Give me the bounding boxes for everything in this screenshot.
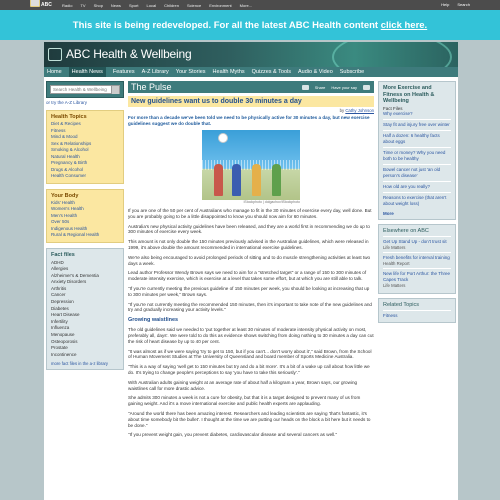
nav-link[interactable]: More... <box>239 2 253 8</box>
article-lead: For more than a decade we've been told we need to be physically active for 30 minutes a day, but new exercise guidelines suggest we do double that. <box>128 115 370 126</box>
article-paragraph: The old guidelines said we needed to 'put together at least 30 minutes of moderate intensity physical activity on most, preferably all, days'. We were told to do this as evidence shows switching from doing nothing to 30 minutes a day can cut the risk of heart disease by up to 40 per cent. <box>128 327 374 344</box>
share-icon[interactable] <box>302 85 309 90</box>
kid-figure <box>214 164 223 196</box>
search-box <box>46 81 124 98</box>
elsewhere-source: Health Report <box>383 260 410 266</box>
fact-file-link[interactable]: Depression <box>51 299 74 305</box>
abc-brand: ABC <box>41 2 52 8</box>
article-tools <box>302 85 374 90</box>
article-paragraph: She admits 300 minutes a week is not a cure for obesity, but that it is a target designed to prevent many of us from gaining weight. And it's a move international exercise and public health experts are applauding. <box>128 395 361 407</box>
main-nav <box>44 67 458 77</box>
nav-link[interactable]: Science <box>186 2 202 8</box>
fact-file-link[interactable]: ADHD <box>51 259 64 265</box>
fact-file-link[interactable]: Allergies <box>51 266 69 272</box>
author-link[interactable]: Cathy Johnson <box>345 108 374 113</box>
elsewhere-link[interactable]: New life for Port Arthur: the Three Capes Track <box>383 268 451 283</box>
share-link[interactable]: Share <box>314 84 326 90</box>
comment-icon[interactable] <box>363 85 370 90</box>
article-paragraph: "If you're not currently meeting the recommended 150 minutes, then it's important to take note of the new guidelines and try and gradually increasing your activity levels." <box>128 301 372 313</box>
article-paragraph: "This is a way of saying 'well get to 150 minutes but try and do a bit more'. It's a bit of a wake up call about how little we do. It's trying to change people's perceptions to say 'you have to take this seriously'." <box>128 364 370 375</box>
article-paragraph: "It was almost as if we were saying 'try to get to 150, but if you can't... don't worry about it'," said Brown, from the School of Human Movement Studies at The University of Queensland and board member of Sports Medicine Australia. <box>128 348 372 360</box>
main-nav-item[interactable]: A-Z Library <box>141 69 169 75</box>
fact-file-link[interactable]: Diabetes <box>51 305 69 311</box>
article-paragraph: Australia's new physical activity guidelines have been released, and they are a world first in recommending we do up to 300 minutes of exercise every week. <box>128 223 370 235</box>
search-button[interactable] <box>111 86 119 94</box>
related-article-link[interactable]: Reasons to exercise (that aren't about weight loss) <box>383 192 451 209</box>
main-nav-item[interactable]: Health Myths <box>212 69 245 75</box>
nav-link[interactable]: TV <box>80 2 86 8</box>
article-paragraph: We're also being encouraged to avoid prolonged periods of sitting and to do muscle strengthening activities at least two days a week. <box>128 254 371 266</box>
abc-logo-icon <box>30 0 40 7</box>
nav-link[interactable]: Sport <box>128 2 139 8</box>
nav-link[interactable]: Radio <box>62 2 73 8</box>
health-topics-title: Health Topics <box>51 114 87 120</box>
fact-files-title: Fact files <box>51 251 75 258</box>
article-photo <box>202 130 300 200</box>
banner-text: This site is being redeveloped. For all the latest ABC Health content <box>72 19 379 31</box>
fact-file-link[interactable]: Anxiety Disorders <box>51 279 87 285</box>
pulse-title: The Pulse <box>131 82 172 92</box>
body-link[interactable]: Women's Health <box>51 206 84 211</box>
fact-file-link[interactable]: Arthritis <box>51 285 67 291</box>
body-link[interactable]: Indigenous Health <box>51 225 88 231</box>
nav-link[interactable]: Environment <box>209 2 232 8</box>
pulse-header <box>128 81 374 93</box>
abc-logo[interactable] <box>30 1 56 9</box>
article-paragraph: With Australian adults gaining weight at an average rate of about half a kilogram a year, Brown says, our growing waistlines call for more drastic advice. <box>128 379 358 391</box>
main-nav-item[interactable]: Features <box>112 69 135 75</box>
topic-link[interactable]: Pregnancy & Birth <box>51 160 88 165</box>
article-column <box>128 81 374 438</box>
right-column <box>378 81 456 327</box>
main-nav-item[interactable]: Subscribe <box>339 69 365 75</box>
photo-caption: iStockphoto | dolgachov/iStockphoto <box>243 200 300 204</box>
more-fact-files-link[interactable]: more fact files in the a-z library <box>51 361 109 367</box>
article-headline: New guidelines want us to double 30 minutes a day <box>128 96 374 107</box>
main-nav-item-active[interactable]: Health News <box>69 67 106 77</box>
topic-link[interactable]: Smoking & Alcohol <box>51 147 89 152</box>
topic-link[interactable]: Fitness <box>51 127 66 133</box>
main-nav-item[interactable]: Audio & Video <box>298 69 333 75</box>
kid-figure <box>232 164 241 196</box>
topic-link[interactable]: Natural Health <box>51 153 80 159</box>
masthead <box>44 42 458 67</box>
article-paragraph: This amount is not only double the 150 minutes previously advised in the Australian guidelines, which were released in 1999, it's above double the amount recommended in international exercise guidelines. <box>128 239 369 250</box>
topic-link[interactable]: Diet & Recipes <box>51 121 81 126</box>
elsewhere-link[interactable]: Get Up Stand Up - don't trust sit <box>383 236 451 245</box>
page-content <box>44 77 458 500</box>
fact-file-link[interactable]: Osteoporosis <box>51 338 78 344</box>
main-nav-item[interactable]: Quizzes & Tools <box>251 69 291 75</box>
redevelopment-banner <box>0 10 500 40</box>
search-link[interactable]: Search <box>457 2 470 7</box>
abc-network-nav <box>62 3 252 8</box>
topic-link[interactable]: Sex & Relationships <box>51 140 92 146</box>
body-link[interactable]: Men's Health <box>51 212 78 218</box>
ball-image <box>218 133 228 143</box>
nav-link[interactable]: Local <box>146 2 157 8</box>
article-paragraph: Lead author Professor Wendy Brown says we need to aim for a "stretched target" or a range of 150 to 300 minutes of moderate intensity exercise, which is exercise at a level that takes some effort, but at which you are still able to talk. <box>128 270 367 282</box>
have-your-say-link[interactable]: Have your say <box>331 84 357 90</box>
nav-link[interactable]: News <box>110 2 121 8</box>
fact-file-link[interactable]: Influenza <box>51 325 70 331</box>
article-paragraph: "Around the world there has been amazing interest. Researchers and leading scientists are saying 'that's fantastic, it's about time somebody bit the bullet'. I thought at the time we are putting our heads on the block a bit here but it needs to be done." <box>128 410 371 428</box>
more-exercise-title: More Exercise and Fitness on Health & Wellbeing <box>383 85 435 104</box>
byline-by: by <box>339 108 345 113</box>
byline <box>128 108 374 113</box>
main-nav-item[interactable]: Home <box>47 69 62 75</box>
nav-link[interactable]: Shop <box>93 2 103 8</box>
nav-link[interactable]: Children <box>164 2 179 8</box>
related-topic-link[interactable]: Fitness <box>383 310 451 319</box>
top-right-links <box>441 2 470 7</box>
your-body-title: Your Body <box>51 192 79 199</box>
kid-figure <box>252 164 261 196</box>
left-column <box>46 81 124 370</box>
search-input[interactable] <box>50 85 120 94</box>
kid-figure <box>272 164 281 196</box>
your-body-box <box>46 189 124 243</box>
site-title[interactable]: ABC Health & Wellbeing <box>66 47 192 61</box>
abc-top-bar <box>0 0 500 10</box>
search-placeholder: Search Health & Wellbeing <box>53 87 107 92</box>
related-article-link[interactable]: Time or money? Why you need both to be healthy <box>383 147 451 164</box>
body-link[interactable]: Over 50s <box>51 219 70 224</box>
elsewhere-title: Elsewhere on ABC <box>383 227 429 234</box>
fact-file-link[interactable]: Alzheimer's & Dementia <box>51 272 99 278</box>
related-article-link[interactable]: Bowel cancer not just 'an old person's disease' <box>383 164 451 181</box>
body-link[interactable]: Rural & Regional Health <box>51 232 100 237</box>
related-article-link[interactable]: Half a dozen: 6 healthy facts about eggs <box>383 130 451 147</box>
main-nav-item[interactable]: Your Stories <box>175 69 206 75</box>
abc-mark-icon <box>48 48 62 61</box>
why-exercise-link[interactable]: Why exercise? <box>383 110 413 116</box>
article-body <box>128 208 374 438</box>
more-exercise-sub: Fact Files <box>383 105 403 111</box>
related-topics-title: Related Topics <box>383 301 419 308</box>
elsewhere-box <box>378 224 456 294</box>
banner-link[interactable]: click here. <box>380 19 428 31</box>
elsewhere-source: Life Matters <box>383 282 406 288</box>
health-topics-box <box>46 110 124 184</box>
fact-file-link[interactable]: Cancer <box>51 292 66 298</box>
related-article-link[interactable]: Stay fit and injury free over winter <box>383 119 451 130</box>
fact-file-link[interactable]: Menopause <box>51 332 75 338</box>
fact-files-box <box>46 248 124 371</box>
topic-link[interactable]: Mind & Mood <box>51 134 78 139</box>
topic-link[interactable]: Drugs & Alcohol <box>51 166 84 172</box>
related-article-link[interactable]: How old are you really? <box>383 181 451 192</box>
more-link[interactable]: More <box>383 210 394 216</box>
article-paragraph: "If you're currently meeting the previous guideline of 150 minutes per week, you should be looking at increasing that up to 300 minutes per week," Brown says. <box>128 285 370 297</box>
article-subhead: Growing waistlines <box>128 317 179 324</box>
elsewhere-source: Life Matters <box>383 244 406 250</box>
body-link[interactable]: Kids' Health <box>51 199 75 205</box>
help-link[interactable]: Help <box>441 2 450 7</box>
topic-link[interactable]: Health Consumer <box>51 173 87 178</box>
article-paragraph: "If you prevent weight gain, you prevent diabetes, cardiovascular disease and several cancers as well." <box>128 432 338 438</box>
fact-file-link[interactable]: Heart Disease <box>51 312 80 318</box>
az-library-link[interactable]: or try the A-Z Library <box>46 100 88 105</box>
fact-file-link[interactable]: Incontinence <box>51 351 77 357</box>
elsewhere-link[interactable]: Fresh benefits for interval training <box>383 252 451 261</box>
fact-file-link[interactable]: Prostate <box>51 345 68 351</box>
more-exercise-box <box>378 81 456 220</box>
masthead-swirl <box>332 42 452 67</box>
related-topics-box <box>378 298 456 323</box>
fact-file-link[interactable]: Infertility <box>51 318 68 324</box>
article-paragraph: If you are one of the 50 per cent of Australians who manage to fit in the 30 minutes of exercise every day, well done. But you are probably going to be a little disappointed to know you should now aim for 60 minutes. <box>128 208 372 219</box>
